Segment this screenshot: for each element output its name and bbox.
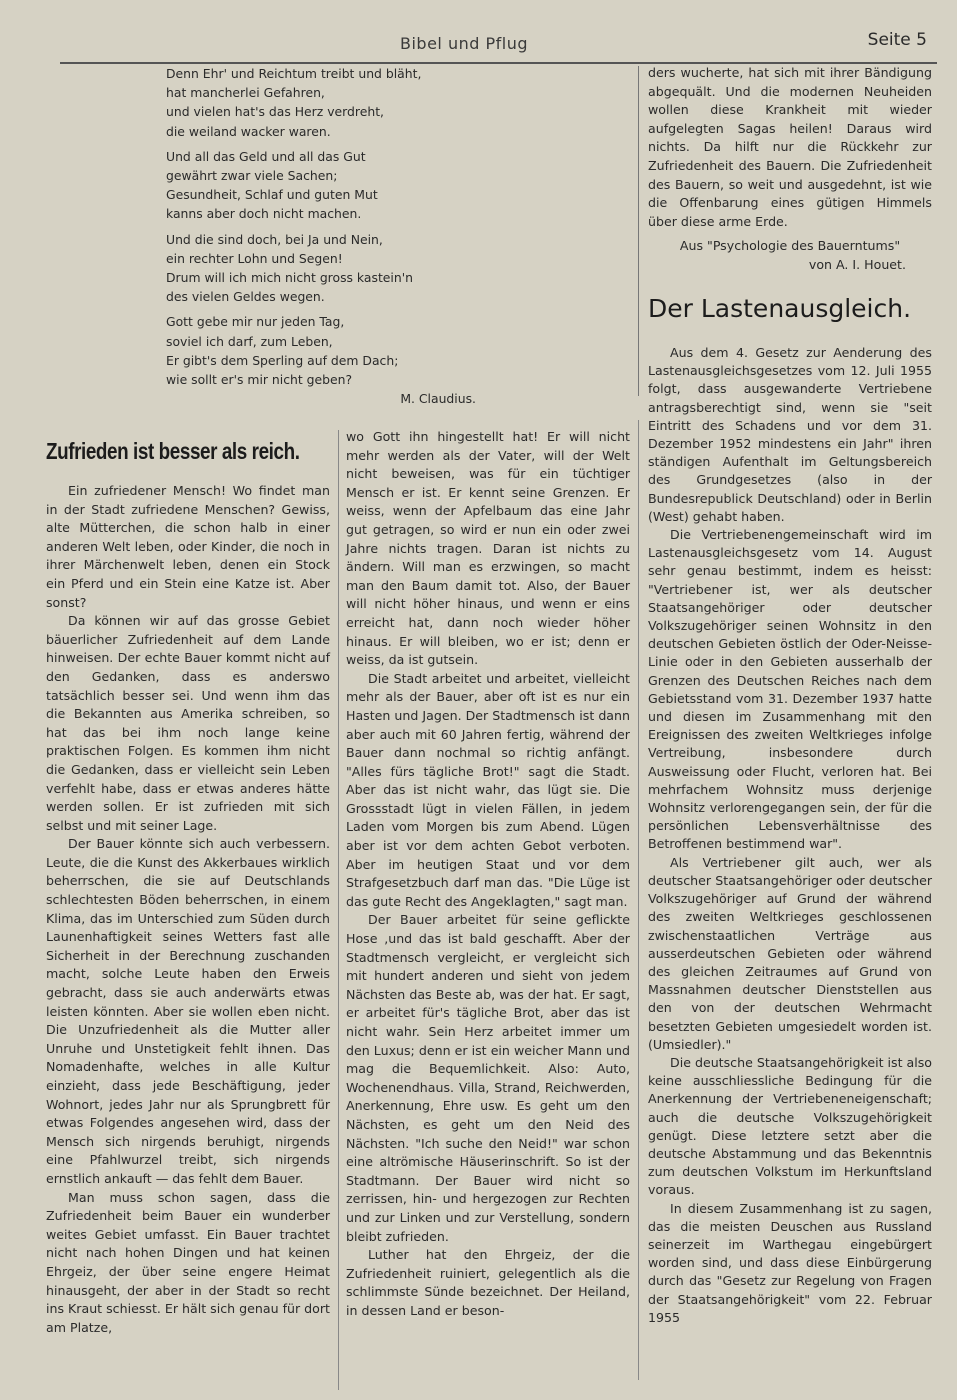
poem-line: die weiland wacker waren. — [166, 123, 331, 139]
paragraph: Da können wir auf das grosse Gebiet bäuerlicher Zufriedenheit auf dem Lande hinweisen. Der echte Bauer kommt nicht auf den Gedanken, dass es anderswo tatsächlich besser sei. Und wenn ihm das die Bekannten aus Amerika schreiben, so hat das bei ihm noch lange keine praktischen Folgen. Es kommen ihm nicht die Gedanken, dass er vielleicht sein Leben verfehlt habe, dass er etwas anderes hätte werden sollen. Er ist zufrieden mit sich selbst und mit seiner Lage. — [46, 613, 330, 833]
poem-stanza — [166, 230, 626, 307]
poem-line: Gott gebe mir nur jeden Tag, — [166, 314, 345, 330]
article-source: Aus "Psychologie des Bauerntums" — [679, 238, 901, 254]
poem-line: soviel ich darf, zum Leben, — [166, 333, 333, 349]
column-divider — [638, 420, 639, 1380]
paragraph: ders wucherte, hat sich mit ihrer Bändigung abgequält. Und die modernen Neuheiden wollen diese Krankheit mit wieder aufgelegten Sagas heilen! Daraus wird nichts. Da hilft nur die Rückkehr zur Zufriedenheit des Bauern. Die Zufriedenheit des Bauern, so weit und ausgedehnt, ist wie die Offenbarung eines gütigen Himmels über diese arme Erde. — [648, 65, 932, 229]
poem-line: Denn Ehr' und Reichtum treibt und bläht, — [166, 66, 422, 81]
poem-line: wie sollt er's mir nicht geben? — [166, 372, 353, 388]
poem-stanza — [166, 64, 626, 141]
poem-author: M. Claudius. — [400, 391, 476, 407]
article-source-author: von A. I. Houet. — [808, 256, 906, 272]
article-column — [346, 428, 630, 1321]
paragraph: In diesem Zusammenhang ist zu sagen, das die meisten Deuschen aus Russland seinerzeit im Warthegau eingebürgert worden sind, und dass diese Einbürgerung durch das "Gesetz zur Regelung von Fragen der Staatsangehörigkeit" vom 22. Februar 1955 — [648, 1200, 932, 1325]
poem-stanza — [166, 312, 626, 389]
poem-line: gewährt zwar viele Sachen; — [166, 168, 338, 184]
poem-line: des vielen Geldes wegen. — [166, 289, 325, 305]
paragraph: Die Stadt arbeitet und arbeitet, vielleicht mehr als der Bauer, aber oft ist es nur ein Hasten und Jagen. Der Stadtmensch ist dann aber auch mit 60 Jahren fertig, während der Bauer dann nochmal so richtig anfängt. "Alles fürs tägliche Brot!" sagt die Stadt. Aber das ist nicht wahr, das lügt sie. Die Grossstadt lügt in vielen Fällen, in jedem Laden vom Morgen bis zum Abend. Lügen aber ist vor dem achten Gebot verboten. Aber im heutigen Staat und vor dem Strafgesetzbuch darf man das. "Die Lüge ist das gute Recht des Angeklagten," sagt man. — [346, 670, 630, 909]
poem-line: hat mancherlei Gefahren, — [166, 85, 325, 101]
paragraph: Die deutsche Staatsangehörigkeit ist also keine ausschliessliche Bedingung für die Anerkennung der Vertriebeneneigenschaft; auch die deutsche Volkszugehörigkeit genügt. Diese letztere setzt aber die deutsche Abstammung und das Bekenntnis zum deutschen Volkstum im Herkunftsland voraus. — [648, 1054, 933, 1198]
paragraph: Der Bauer arbeitet für seine geflickte Hose ,und das ist bald geschafft. Aber der Stadtmensch vergleicht, er vergleicht sich mit hundert anderen und sieht von jedem Nächsten das Beste ab, was der hat. Er sagt, er arbeitet für's tägliche Brot, aber das ist nicht wahr. Sein Herz arbeitet immer um den Luxus; denn er ist ein weicher Mann und mag die Bequemlichkeit. Also: Auto, Wochenendhaus. Villa, Strand, Reichwerden, Anerkennung, Ehre usw. Es geht um den Nächsten, es geht um den Neid des Nächsten. "Ich suche den Neid!" war schon eine altrömische Häuserinschrift. So ist der Stadtmann. Der Bauer wird nicht so zerrissen, hin- und hergezogen zur Rechten und zur Linken und zur Verstellung, sondern bleibt zufrieden. — [346, 912, 630, 1244]
poem-line: Gesundheit, Schlaf und guten Mut — [166, 187, 378, 203]
paragraph: Ein zufriedener Mensch! Wo findet man in der Stadt zufriedene Menschen? Gewiss, alte Mütterchen, die schon halb in einer anderen Welt leben, oder Kinder, die noch in ihrer Märchenwelt leben, denen ein Stock ein Pferd und ein Stein eine Katze ist. Aber sonst? — [46, 483, 330, 610]
publication-title: Bibel und Pflug — [400, 34, 528, 53]
paragraph: Luther hat den Ehrgeiz, der die Zufriedenheit ruiniert, gelegentlich als die schlimmste Sünde bezeichnet. Der Heiland, in dessen Land er beson- — [346, 1247, 630, 1318]
poem-line: Drum will ich mich nicht gross kastein'n — [166, 270, 413, 286]
poem-line: Und die sind doch, bei Ja und Nein, — [166, 231, 383, 247]
page-number: Seite 5 — [867, 30, 927, 50]
poem-line: Und all das Geld und all das Gut — [166, 148, 366, 164]
paragraph: Aus dem 4. Gesetz zur Aenderung des Lastenausgleichsgesetzes vom 12. Juli 1955 folgt, dass ausgewanderte Vertriebene antragsberechtigt sind, wenn sie "seit Eintritt des Schadens und vor dem 31. Dezember 1952 mindestens ein Jahr" ihren ständigen Aufenthalt im Geltungsbereich des Grundgesetzes (also in der Bundesrepublick Deutschland) oder in Berlin (West) gehabt haben. — [648, 345, 932, 524]
article-column — [46, 482, 330, 1337]
article-headline: Der Lastenausgleich. — [648, 294, 912, 323]
poem-line: ein rechter Lohn und Segen! — [166, 250, 343, 266]
article-column — [648, 64, 932, 275]
poem — [166, 64, 626, 408]
paragraph: Die Vertriebenengemeinschaft wird im Lastenausgleichsgesetz vom 14. August sehr genau bestimmt, indem es heisst: "Vertriebener ist, wer als deutscher Staatsangehöriger oder deutscher Volkszugehöriger seinen Wohnsitz in den deutschen Gebieten östlich der Oder-Neisse-Linie oder in den Gebieten ausserhalb der Grenzen des Deutschen Reiches nach dem Gebietsstand vom 31. Dezember 1937 hatte und diesen im Zusammenhang mit den Ereignissen des zweiten Weltkrieges infolge Vertreibung, insbesondere durch Ausweissung oder Flucht, verloren hat. Bei mehrfachem Wohnsitz muss derjenige Wohnsitz verlorengegangen sein, der für die persönlichen Lebensverhältnisse des Betroffenen bestimmend war". — [648, 527, 932, 852]
poem-stanza — [166, 147, 626, 224]
page-header — [0, 28, 957, 56]
article-column — [648, 344, 932, 1327]
article-headline: Zufrieden ist besser als reich. — [46, 438, 300, 464]
paragraph: Als Vertriebener gilt auch, wer als deutscher Staatsangehöriger oder deutscher Volkszugehöriger auf Grund der während des zweiten Weltkrieges geschlossenen zwischenstaatlichen Verträge aus ausserdeutschen Gebieten oder während des gleichen Zeitraumes auf Grund von Massnahmen deutscher Dienststellen aus den von der deutschen Wehrmacht besetzten Gebieten umgesiedelt worden ist. (Umsiedler)." — [648, 854, 932, 1052]
column-divider — [338, 430, 339, 1390]
poem-line: kanns aber doch nicht machen. — [166, 206, 362, 222]
column-divider — [638, 66, 639, 396]
paragraph: Man muss schon sagen, dass die Zufriedenheit beim Bauer ein wunderber weites Gebiet umfasst. Ein Bauer trachtet nicht nach hohen Dingen und hat keinen Ehrgeiz, der über seine engere Heimat hinausgeht, der aber in der Stadt so recht ins Kraut schiesst. Er hält sich genau für dort am Platze, — [46, 1189, 330, 1335]
paragraph: wo Gott ihn hingestellt hat! Er will nicht mehr werden als der Vater, will der Welt nicht beweisen, was für ein tüchtiger Mensch er ist. Er kennt seine Grenzen. Er weiss, wenn der Apfelbaum das eine Jahr gut getragen, so wird er nun ein oder zwei Jahre nichts tragen. Daran ist nichts zu ändern. Will man es erzwingen, so macht man den Baum damit tot. Also, der Bauer will nicht höher hinaus, und wenn er eins erreicht hat, dann noch wieder höher hinaus. Er will bleiben, wo er ist; denn er weiss, da ist gutsein. — [346, 429, 630, 668]
paragraph: Der Bauer könnte sich auch verbessern. Leute, die die Kunst des Akkerbaues wirklich beherrschen, die sie auf Deutschlands schlechtesten Böden beherrschen, in einem Klima, das im Unterschied zum Süden durch Launenhaftigkeit seines Wetters fast alle Sicherheit in der Berechnung zuschanden macht, solche Leute haben den Erweis gebracht, dass sie auch anderwärts etwas leisten könnten. Aber sie wollen eben nicht. Die Unzufriedenheit als die Mutter aller Unruhe und Unstetigkeit fehlt ihnen. Das Nomadenhafte, welches in alle Kultur einzieht, dass jede Beschäftigung, jeder Wohnort, jedes Jahr nur als Sprungbrett für etwas Folgendes angesehen wird, dass der Mensch sich nirgends beruhigt, nirgends eine Pfahlwurzel treibt, sich nirgends ernstlich ankauft — das fehlt dem Bauer. — [46, 836, 330, 1186]
poem-line: Er gibt's dem Sperling auf dem Dach; — [166, 352, 399, 368]
poem-line: und vielen hat's das Herz verdreht, — [166, 104, 384, 120]
